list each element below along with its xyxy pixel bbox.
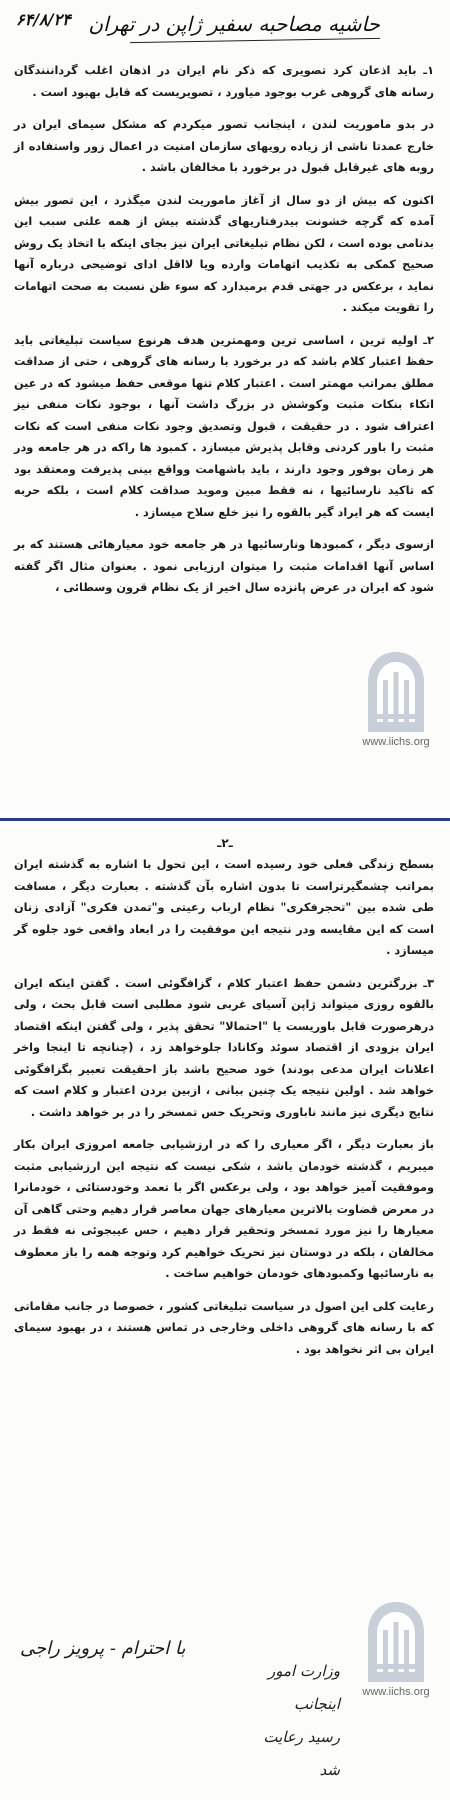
paragraph: ۳ـ بزرگترین دشمن حفظ اعتبار کلام ، گزافگوئی است . گفتن اینکه ایران بالقوه روزی میتواند ژاپن آسیای غربی شود مطلبی است قابل بحث ، ولی درهرصورت قابل باوریست یا "احتمالا" تحقق پذیر ، ولی گفتن اینکه اقتصاد ایران بزودی از اقتصاد سوئد وکانادا جلوخواهد زد ، (چنانچه تا اینجا واخر اعلانات ایران مدعی بودند) خود صحیح باشد باز احقیقت تعبیر بگزافگوئی خواهد شد . اولین نتیجه یک چنین بیانی ، ازبین بردن اعتبار و کلام است که نتایج دیگری نیز مانند ناباوری وتحریک حس تمسخر را در بر خواهد داشت .	[14, 976, 434, 1119]
watermark-caption: www.iichs.org	[362, 736, 430, 748]
marginal-notes	[230, 1655, 340, 1787]
signature: با احترام - پرویز راجی	[20, 1638, 186, 1659]
handwritten-title: حاشیه مصاحبه سفیر ژاپن در تهران	[88, 12, 380, 36]
page1-body	[14, 60, 434, 610]
watermark-logo	[348, 650, 444, 760]
paragraph: باز بعبارت دیگر ، اگر معیاری را که در ارزشیابی جامعه امروزی ایران بکار میبریم ، گذشته خودمان باشد ، شکی نیست که نتیجه این ارزشیابی مثبت وموفقیت آمیز خواهد بود ، ولی برعکس اگر با تعمد وخودستائی ، خودمانرا در معرض قضاوت بالاترین معیارهای جهان معاصر قرار دهیم وحتی گاهی آن معیارها را نیز مورد تمسخر وتحقیر قرار دهیم ، حس عیبجوئی نه فقط در مخالفان ، بلکه در دوستان نیز تحریک خواهیم کرد وتوجه همه را باز معطوف به نارسائیها وکمبودهای خودمان خواهیم ساخت .	[14, 1138, 434, 1280]
watermark-logo	[348, 1600, 444, 1710]
marginal-note: شد	[319, 1761, 340, 1779]
paragraph: در بدو ماموریت لندن ، اینجانب تصور میکردم که مشکل سیمای ایران در خارج عمدتا ناشی از زیاده رویهای سازمان امنیت در اعمال زور واستفاده از روبه های غیرقابل قبول در برخورد با مخالفان باشد .	[14, 118, 434, 174]
watermark-caption: www.iichs.org	[362, 1686, 430, 1698]
page-separator	[0, 818, 450, 821]
page-number: ـ۲ـ	[217, 836, 233, 850]
handwritten-underline	[130, 38, 380, 43]
marginal-note: رسید رعایت	[263, 1728, 340, 1746]
marginal-note: وزارت امور	[268, 1662, 340, 1680]
paragraph: رعایت کلی این اصول در سیاست تبلیغاتی کشور ، خصوصا در جانب مقاماتی که با رسانه های گروهی داخلی وخارجی در تماس هستند ، در بهبود سیمای ایران بی اثر نخواهد بود .	[14, 1299, 434, 1356]
handwritten-date: ۶۴/۸/۲۴	[16, 10, 71, 29]
iichs-logo-icon	[364, 1600, 428, 1684]
paragraph: ۱ـ باید اذعان کرد تصویری که ذکر نام ایران در اذهان اغلب گرداننندگان رسانه های گروهی غرب بوجود میاورد ، تصویریست که قابل بهبود است .	[14, 64, 434, 99]
paragraph: ازسوی دیگر ، کمبودها ونارسائیها در هر جامعه خود معیارهائی هستند که بر اساس آنها اقدامات مثبت را میتوان ارزیابی نمود . بعنوان مثال اگر گفته شود که ایران در عرض پانزده سال اخیر از یک نظام قرون وسطائی ،	[14, 538, 434, 594]
iichs-logo-icon	[364, 650, 428, 734]
scan-page-1	[0, 0, 450, 812]
page2-body	[14, 854, 434, 1371]
paragraph: ۲ـ اولیه ترین ، اساسی ترین ومهمترین هدف هرنوع سیاست تبلیغاتی باید حفظ اعتبار کلام باشد که در برخورد با رسانه های گروهی ، حتی از صداقت مطلق بمراتب مهمتر است . اعتبار کلام تنها موقعی حفظ میشود که در عین اتکاء بنکات مثبت وکوشش در بزرگ داشت آنها ، بوجود نکات منفی نیز اعتراف شود . در حقیقت ، قبول وتصدیق وجود نکات منفی است که نکات مثبت را باور کردنی وقابل پذیرش میسازد . کمبود ها راکه در هر جامعه ودر هر زمان بوفور وجود دارند ، باید باشهامت وواقع بینی پذیرفت ومعتقد بود که تاکید نارسائیها ، نه فقط مبین وموید صداقت کلام است ، بلکه حربه ایست که هر ایراد گیر بالقوه را نیز خلع سلاح میسازد .	[14, 333, 434, 519]
marginal-note: اینجانب	[293, 1695, 340, 1713]
paragraph: بسطح زندگی فعلی خود رسیده است ، این تحول با اشاره به گذشته ایران بمراتب چشمگیرتراست تا بدون اشاره بآن گذشته . بعبارت دیگر ، مسافت طی شده بین "تحجرفکری" نظام ارباب رعیتی و"تمدن فکری" آزادی زنان است که این مقایسه ودر نتیجه این موفقیت را در ابعاد واقعی خود جلوه گر میسازد .	[14, 858, 434, 957]
paragraph: اکنون که بیش از دو سال از آغاز ماموریت لندن میگذرد ، این تصور بیش آمده که گرچه خشونت بیدرفتاریهای گذشته بیش از همه علتی سبب این بدنامی بوده است ، لکن نظام تبلیغاتی ایران نیز بجای اینکه با اتخاذ یک روش صحیح کمکی به تکذیب اتهامات وارده ویا لااقل ادای توضیحی درباره آنها نماید ، برعکس در جهتی قدم برمیدارد که سوء ظن نسبت به صحت اتهامات را تقویت میکند .	[14, 193, 434, 314]
